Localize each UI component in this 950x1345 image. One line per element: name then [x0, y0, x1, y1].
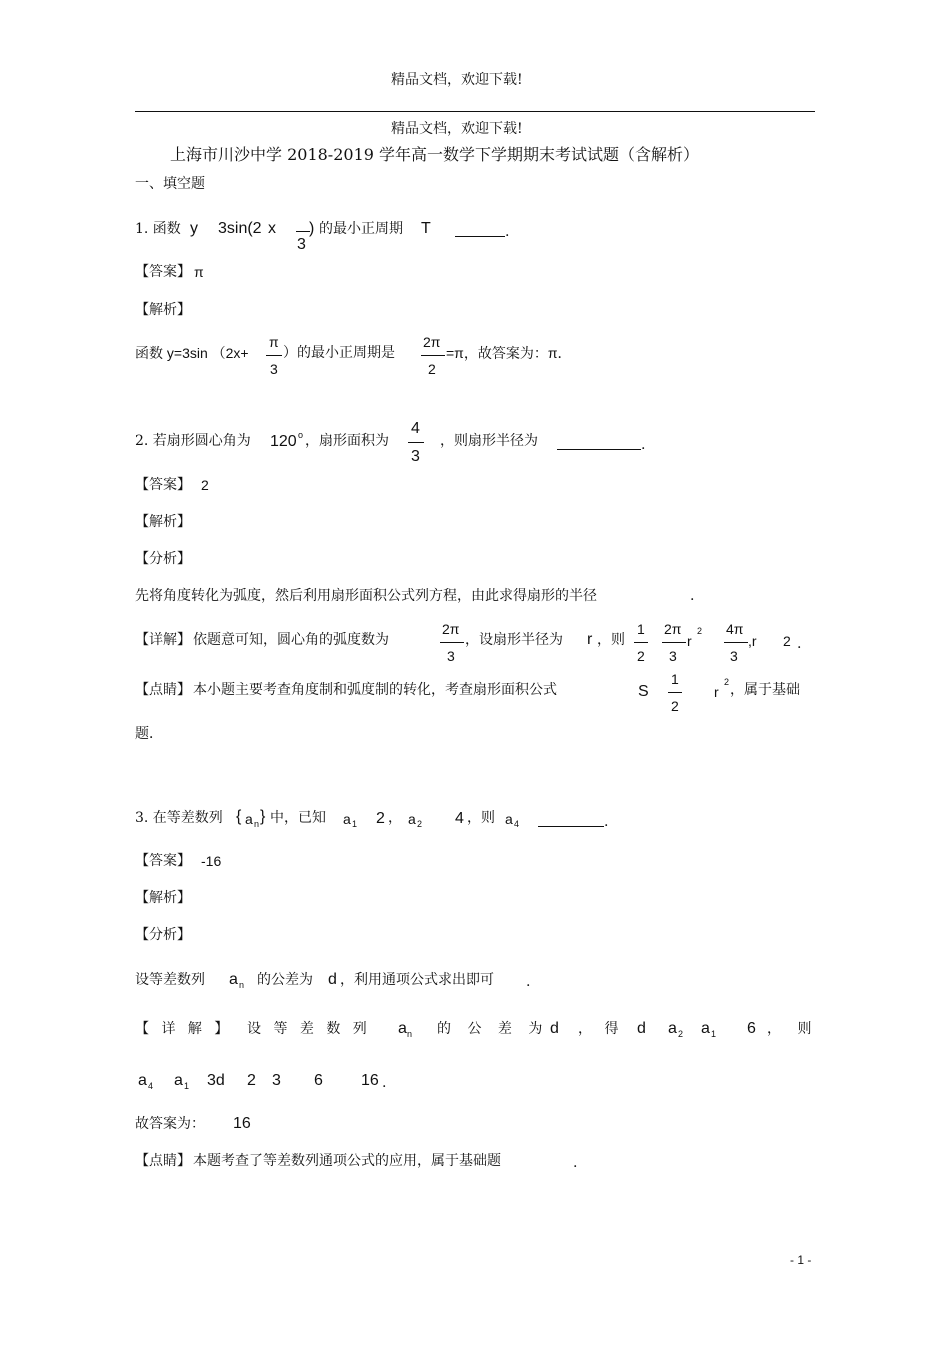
- q1-y: y: [190, 220, 198, 237]
- document-title: 上海市川沙中学 2018-2019 学年高一数学下学期期末考试试题（含解析）: [170, 145, 700, 164]
- q3-detail-d2: d: [637, 1020, 646, 1037]
- q3-l2-6: 6: [314, 1072, 323, 1089]
- q1-sol-frac-num: 2π: [423, 334, 441, 350]
- q2-area-num: 4: [411, 420, 420, 437]
- q2-f4-bar: [724, 642, 748, 643]
- q2-detail-ze: ，则: [597, 632, 625, 648]
- q3-detail-an-sub: n: [407, 1029, 413, 1039]
- q3-blank-dot: .: [604, 814, 609, 830]
- q2-r-squared: 2: [697, 626, 703, 636]
- q2-angle: 120: [270, 433, 297, 450]
- q3-fenxi-an-sub: n: [239, 980, 245, 990]
- q3-a2: a: [408, 811, 416, 827]
- q3-l2-3d: 3d: [207, 1072, 225, 1089]
- q2-S: S: [638, 683, 649, 700]
- q3-blank: [538, 826, 604, 827]
- running-header: 精品文档，欢迎下载!: [391, 72, 523, 88]
- q3-fenxi-dot: .: [526, 974, 531, 990]
- q2-f4-num: 4π: [726, 621, 744, 637]
- q2-fenxi: 先将角度转化为弧度，然后利用扇形面积公式列方程，由此求得扇形的半径: [135, 588, 597, 604]
- q1-blank: [455, 236, 505, 237]
- q1-frac-den: 3: [297, 236, 306, 253]
- q2-fenxi-dot: .: [690, 588, 695, 604]
- q3-comma: ，: [388, 810, 402, 826]
- q3-detail-an: a: [398, 1020, 407, 1037]
- q3-l2-dot: .: [382, 1075, 387, 1091]
- q3-v1: 2: [376, 810, 385, 827]
- q3-detail-label: 【 详 解 】: [135, 1021, 233, 1037]
- q1-sol-frac-bar: [266, 355, 282, 356]
- q2-f2-den: 2: [637, 648, 645, 664]
- q2-c-bar: [668, 692, 682, 693]
- q3-stem: 3. 在等差数列: [135, 810, 223, 826]
- q2-f1-bar: [440, 642, 464, 643]
- q2-f3-bar: [662, 642, 686, 643]
- q3-final-value: 16: [233, 1115, 251, 1132]
- q2-f2-num: 1: [637, 621, 645, 637]
- q2-f3-den: 3: [669, 648, 677, 664]
- q3-lbrace: {: [236, 808, 242, 825]
- header-rule: [135, 111, 815, 112]
- q1-stem: 1. 函数: [135, 221, 181, 237]
- q3-detail-ze: ， 则: [767, 1021, 818, 1037]
- q3-text-ze: ，则: [467, 810, 495, 826]
- q3-detail-de: ， 得: [578, 1021, 623, 1037]
- q2-comment-label: 【点睛】: [135, 682, 191, 698]
- q2-comment-wrap: 题．: [135, 726, 163, 742]
- q3-detail-chars2: 的 公 差 为: [437, 1021, 549, 1037]
- q3-fenxi-an: a: [229, 971, 238, 988]
- section-heading: 一、填空题: [135, 176, 205, 192]
- q1-fraction-bar: [296, 231, 310, 232]
- q1-sol-post: =π，故答案为：π．: [446, 345, 572, 361]
- q2-text-post: ，则扇形半径为: [440, 433, 538, 449]
- q3-rbrace: }: [260, 808, 266, 825]
- q3-answer-label: 【答案】: [135, 853, 191, 869]
- q2-answer-label: 【答案】: [135, 477, 191, 493]
- q2-f1-den: 3: [447, 648, 455, 664]
- q2-f1-num: 2π: [442, 621, 460, 637]
- q3-a2-sub: 2: [417, 819, 423, 829]
- q2-c-den: 2: [671, 698, 679, 714]
- q3-l2-a1: a: [174, 1072, 183, 1089]
- q1-blank-dot: .: [505, 224, 510, 240]
- q3-detail-a1-sub: 1: [711, 1029, 717, 1039]
- q2-c-r: r: [714, 684, 719, 700]
- q2-stem: 2. 若扇形圆心角为: [135, 433, 251, 449]
- q2-detail-mid: ，设扇形半径为: [465, 632, 563, 648]
- q2-area-den: 3: [411, 448, 420, 465]
- q1-sol-mid: ）的最小正周期是: [283, 345, 395, 361]
- q2-detail-val: 2: [783, 633, 791, 649]
- page-number: - 1 -: [790, 1253, 812, 1267]
- q3-a1-sub: 1: [352, 819, 358, 829]
- q3-fenxi-mid: 的公差为: [257, 972, 313, 988]
- q1-x: x: [268, 220, 276, 237]
- q3-l2-3: 3: [272, 1072, 281, 1089]
- q2-detail-end: ,r: [748, 633, 757, 649]
- q3-detail-a2-sub: 2: [678, 1029, 684, 1039]
- q2-c-num: 1: [671, 671, 679, 687]
- q2-fenxi-label: 【分析】: [135, 551, 191, 567]
- q3-detail-a1: a: [701, 1020, 710, 1037]
- q1-sol-frac2-bar: [421, 355, 445, 356]
- q2-r: r: [587, 631, 593, 648]
- q3-a1: a: [343, 811, 351, 827]
- q2-degree: o: [298, 430, 304, 440]
- q2-answer: 2: [201, 477, 209, 493]
- q2-comment-post: ，属于基础: [730, 682, 800, 698]
- q3-l2-a4-sub: 4: [148, 1081, 154, 1091]
- q1-answer: π: [194, 264, 204, 280]
- q3-final-label: 故答案为：: [135, 1116, 205, 1132]
- q3-detail-v: 6: [747, 1020, 756, 1037]
- q3-comment-label: 【点睛】: [135, 1153, 191, 1169]
- q1-expr: 3sin(2: [218, 220, 262, 237]
- q3-l2-2: 2: [247, 1072, 256, 1089]
- q2-detail-pre: 依题意可知，圆心角的弧度数为: [193, 632, 389, 648]
- q3-text-mid: 中，已知: [270, 810, 326, 826]
- q2-blank: [557, 449, 641, 450]
- q2-f4-den: 3: [730, 648, 738, 664]
- q2-r2: r: [687, 633, 692, 649]
- q2-blank-dot: .: [641, 437, 646, 453]
- sub-header: 精品文档，欢迎下载!: [391, 121, 523, 137]
- q3-an: a: [245, 811, 253, 827]
- q2-text-mid: ，扇形面积为: [305, 433, 389, 449]
- q3-l2-a4: a: [138, 1072, 147, 1089]
- q2-detail-dot: .: [797, 636, 802, 652]
- q2-f2-bar: [634, 642, 648, 643]
- q1-text: 的最小正周期: [319, 221, 403, 237]
- q2-c-squared: 2: [724, 677, 730, 687]
- q3-comment: 本题考查了等差数列通项公式的应用，属于基础题: [193, 1153, 501, 1169]
- q3-l2-16: 16: [361, 1072, 379, 1089]
- q2-area-bar: [408, 442, 424, 443]
- q1-sol-pi: π: [269, 334, 279, 350]
- q3-a4-sub: 4: [514, 819, 520, 829]
- q3-fenxi-pre: 设等差数列: [135, 972, 205, 988]
- q1-sol-den: 3: [270, 361, 278, 377]
- q2-detail-label: 【详解】: [135, 632, 191, 648]
- q1-analysis-label: 【解析】: [135, 302, 191, 318]
- q3-v2: 4: [455, 810, 464, 827]
- q3-detail-chars: 设 等 差 数 列: [247, 1021, 371, 1037]
- q3-fenxi-d: d: [328, 971, 337, 988]
- q3-comment-dot: .: [573, 1155, 578, 1171]
- q1-close: ): [309, 220, 315, 237]
- q3-detail-a2: a: [668, 1020, 677, 1037]
- q3-an-sub: n: [254, 819, 260, 829]
- q1-T: T: [421, 220, 431, 237]
- q3-answer: -16: [201, 853, 222, 869]
- q3-fenxi-label: 【分析】: [135, 927, 191, 943]
- q3-a4: a: [505, 811, 513, 827]
- q3-analysis-label: 【解析】: [135, 890, 191, 906]
- q1-sol-frac-den: 2: [428, 361, 436, 377]
- q3-fenxi-post: ，利用通项公式求出即可: [340, 972, 494, 988]
- q2-comment: 本小题主要考查角度制和弧度制的转化，考查扇形面积公式: [193, 682, 557, 698]
- q2-analysis-label: 【解析】: [135, 514, 191, 530]
- q1-solution-pre: 函数 y=3sin （2x+: [135, 345, 249, 361]
- q2-f3-num: 2π: [664, 621, 682, 637]
- q3-l2-a1-sub: 1: [184, 1081, 190, 1091]
- q1-answer-label: 【答案】: [135, 264, 191, 280]
- q3-detail-d: d: [550, 1020, 559, 1037]
